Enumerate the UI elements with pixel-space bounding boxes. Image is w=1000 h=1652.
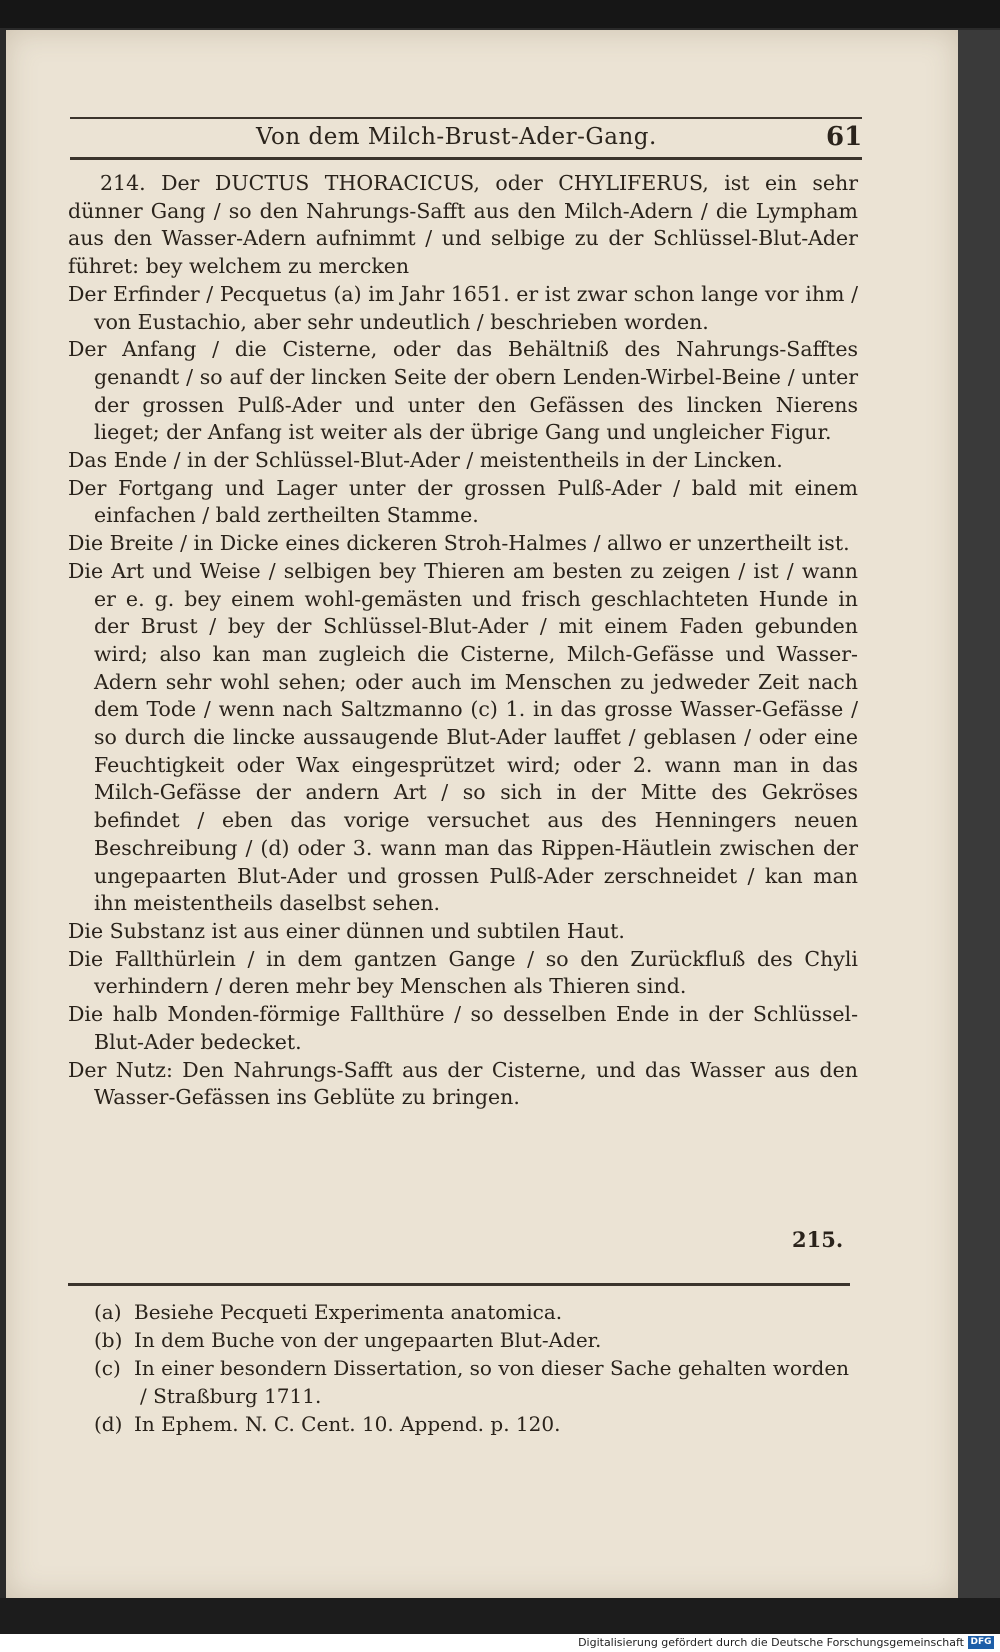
footnote-text: Besiehe Pecqueti Experimenta anatomica. xyxy=(134,1300,563,1324)
entry-ende: Das Ende / in der Schlüssel-Blut-Ader / meistentheils in der Lincken. xyxy=(68,448,783,473)
footnote-text: In einer besondern Dissertation, so von dieser Sache gehalten worden / Straßburg 1711. xyxy=(134,1356,850,1408)
scan-bottom-border xyxy=(0,1598,1000,1634)
footnote-item xyxy=(94,1410,854,1438)
footnote-text: In Ephem. N. C. Cent. 10. Append. p. 120. xyxy=(134,1412,561,1436)
header-rule-bottom xyxy=(70,157,862,160)
entry-fortgang: Der Fortgang und Lager unter der grossen Pulß-Ader / bald mit einem einfachen / bald zertheilten Stamme. xyxy=(68,475,858,528)
running-head: Von dem Milch-Brust-Ader-Gang. xyxy=(256,124,657,150)
digitization-footer xyxy=(0,1634,1000,1652)
footnotes xyxy=(94,1298,854,1438)
page-number: 61 xyxy=(826,122,863,152)
entry-breite: Die Breite / in Dicke eines dickeren Stroh-Halmes / allwo er unzertheilt ist. xyxy=(68,531,850,556)
main-text xyxy=(68,170,858,1112)
footnote-item xyxy=(94,1354,854,1410)
scan-right-border xyxy=(958,30,1000,1600)
entry-erfinder: Der Erfinder / Pecquetus (a) im Jahr 1651. er ist zwar schon lange vor ihm / von Eustachio, aber sehr undeutlich / beschrieben worden. xyxy=(68,281,858,334)
entry-substanz: Die Substanz ist aus einer dünnen und subtilen Haut. xyxy=(68,918,625,943)
header-rule-top xyxy=(70,117,862,119)
entry-nutz: Der Nutz: Den Nahrungs-Safft aus der Cisterne, und das Wasser aus den Wasser-Gefässen ins Geblüte zu bringen. xyxy=(68,1057,858,1110)
entry-art-und-weise: Die Art und Weise / selbigen bey Thieren am besten zu zeigen / ist / wann er e. g. bey einem wohl-gemästen und frisch geschlachteten Hunde in der Brust / bey der Schlüssel-Blut-Ader / mit einem Faden gebunden wird; also kan man zugleich die Cisterne, Milch-Gefässe und Wasser-Adern sehr wohl sehen; oder auch im Menschen zu jedweder Zeit nach dem Tode / wenn nach Saltzmanno (c) 1. in das grosse Wasser-Gefässe / so durch die lincke aussaugende Blut-Ader lauffet / geblasen / oder eine Feuchtigkeit oder Wax eingesprützet wird; oder 2. wann man in das Milch-Gefässe der andern Art / so sich in der Mitte des Gekröses befindet / eben das vorige versuchet aus des Henningers neuen Beschreibung / (d) oder 3. wann man das Rippen-Häutlein zwischen der ungepaarten Blut-Ader und grossen Pulß-Ader zerschneidet / kan man ihn meistentheils daselbst sehen. xyxy=(68,558,858,916)
entry-anfang: Der Anfang / die Cisterne, oder das Behältniß des Nahrungs-Safftes genandt / so auf der lincken Seite der obern Lenden-Wirbel-Beine / unter der grossen Pulß-Ader und unter den Gefässen des lincken Nierens lieget; der Anfang ist weiter als der übrige Gang und ungleicher Figur. xyxy=(68,337,858,445)
footnote-item xyxy=(94,1326,854,1354)
footnote-item xyxy=(94,1298,854,1326)
footnote-mark: (b) xyxy=(94,1328,123,1352)
catchword: 215. xyxy=(792,1227,844,1252)
footnote-mark: (d) xyxy=(94,1412,123,1436)
entry-fallthuerlein: Die Fallthürlein / in dem gantzen Gange / so den Zurückfluß des Chyli verhindern / deren mehr bey Menschen als Thieren sind. xyxy=(68,946,858,999)
paragraph-214: 214. Der DUCTUS THORACICUS, oder CHYLIFERUS, ist ein sehr dünner Gang / so den Nahrungs-Safft aus den Milch-Adern / die Lympham aus den Wasser-Adern aufnimmt / und selbige zu der Schlüssel-Blut-Ader führet: bey welchem zu mercken xyxy=(68,171,858,279)
footnote-text: In dem Buche von der ungepaarten Blut-Ader. xyxy=(134,1328,602,1352)
entry-fallthuere: Die halb Monden-förmige Fallthüre / so desselben Ende in der Schlüssel-Blut-Ader bedecket. xyxy=(68,1002,858,1054)
footnote-mark: (c) xyxy=(94,1356,121,1380)
footnote-rule xyxy=(68,1283,850,1286)
dfg-logo-icon[interactable]: DFG xyxy=(968,1636,994,1649)
footnote-mark: (a) xyxy=(94,1300,122,1324)
scan-top-border xyxy=(0,0,1000,28)
funding-notice: Digitalisierung gefördert durch die Deutsche Forschungsgemeinschaft xyxy=(578,1636,964,1649)
